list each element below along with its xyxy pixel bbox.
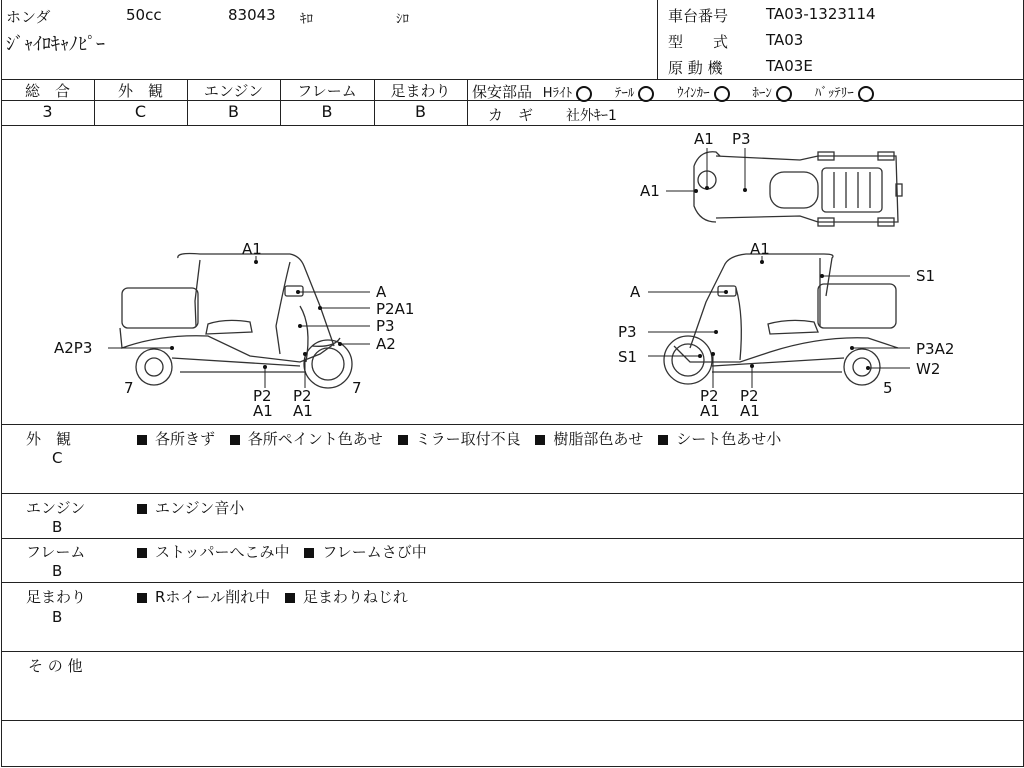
rule [1,538,1023,539]
maker: ホンダ [6,8,51,26]
diagram-label: P2 [253,387,272,405]
detail-item: 各所きず [137,430,215,448]
grade-suspension-label: 足まわり [390,82,451,100]
safety-headlight: Hﾗｲﾄ [543,86,592,101]
diagram-label: P3 [376,317,395,335]
detail-frame-items [137,541,437,562]
grade-total-label: 総 合 [24,82,70,100]
diagram-label: 7 [124,379,134,397]
grade-exterior-label: 外 観 [117,82,163,100]
model-name: ｼﾞｬｲﾛｷｬﾉﾋﾟｰ [6,34,105,55]
chassis-label: 車台番号 [668,7,729,25]
safety-horn: ﾎｰﾝ [752,86,792,101]
diagram-label: A2P3 [54,339,93,357]
diagram-label: A1 [293,402,313,420]
displacement: 50cc [126,6,162,24]
diagram-label: A [630,283,641,301]
safety-parts [472,81,874,102]
grade-total-value: 3 [42,102,53,121]
scooter-top-view [694,152,902,226]
detail-exterior-items [137,428,791,449]
detail-engine-grade: B [52,518,63,536]
diagram-label: S1 [916,267,936,285]
safety-label: 保安部品 [472,83,533,101]
engine-value: TA03E [766,57,813,75]
engine-label: 原 動 機 [668,59,723,77]
detail-exterior-label: 外 観 [26,430,72,448]
detail-item: 足まわりねじれ [285,588,408,606]
diagram-label: A1 [700,402,720,420]
diagram-label: A2 [376,335,396,353]
diagram-label: P2A1 [376,300,415,318]
scooter-left-view [120,254,352,389]
chassis-value: TA03-1323114 [766,5,876,23]
detail-frame-label: フレーム [26,543,86,561]
rule [1,582,1023,583]
color: ｼﾛ [396,12,409,27]
detail-engine-items [137,497,254,518]
detail-item: 樹脂部色あせ [535,430,643,448]
detail-item: ストッパーへこみ中 [137,543,290,561]
detail-other-label: そ の 他 [28,657,83,675]
detail-item: エンジン音小 [137,499,244,517]
detail-item: 各所ペイント色あせ [230,430,383,448]
grade-engine-label: エンジン [203,82,264,100]
type-value: TA03 [766,31,804,49]
diagram-label: 5 [883,379,893,397]
diagram-label: P2 [700,387,719,405]
detail-suspension-label: 足まわり [26,588,87,606]
detail-suspension-grade: B [52,608,63,626]
diagram-label: A1 [253,402,273,420]
key-label: カ ギ [488,106,534,124]
detail-suspension-items [137,586,418,607]
detail-item: Rホイール削れ中 [137,588,270,606]
diagram-label: P2 [293,387,312,405]
rule [467,79,468,125]
detail-item: フレームさび中 [304,543,426,561]
safety-winker: ｳｲﾝｶｰ [677,86,730,101]
detail-item: シート色あせ小 [658,430,781,448]
diagram-label: A1 [750,240,770,258]
grade-frame-label: フレーム [297,82,357,100]
scooter-right-view [664,254,898,385]
diagram-label: 7 [352,379,362,397]
diagram-label: A1 [242,240,262,258]
diagram-label: P2 [740,387,759,405]
diagram-label: W2 [916,360,941,378]
header-divider [657,0,658,79]
diagram-label: A [376,283,387,301]
diagram-label: P3 [732,130,751,148]
rule [1,720,1023,721]
diagram-label: A1 [740,402,760,420]
detail-item: ミラー取付不良 [398,430,521,448]
grade-suspension-value: B [415,102,426,121]
diagram-label: P3A2 [916,340,955,358]
damage-diagram [0,126,1024,424]
safety-tail: ﾃｰﾙ [615,86,655,101]
detail-engine-label: エンジン [26,499,86,517]
diagram-label: A1 [640,182,660,200]
rule [1,493,1023,494]
detail-frame-grade: B [52,562,63,580]
mileage-unit: ｷﾛ [300,12,313,27]
safety-battery: ﾊﾞｯﾃﾘｰ [815,86,874,101]
key-value: 社外ｷｰ1 [566,108,617,124]
mileage: 83043 [228,6,276,24]
diagram-label: A1 [694,130,714,148]
diagram-label: P3 [618,323,637,341]
detail-exterior-grade: C [52,449,63,467]
grade-engine-value: B [228,102,239,121]
diagram-label: S1 [618,348,638,366]
rule [1,651,1023,652]
rule [1,424,1023,425]
grade-frame-value: B [321,102,333,121]
grade-exterior-value: C [134,102,147,121]
type-label: 型 式 [668,33,729,51]
